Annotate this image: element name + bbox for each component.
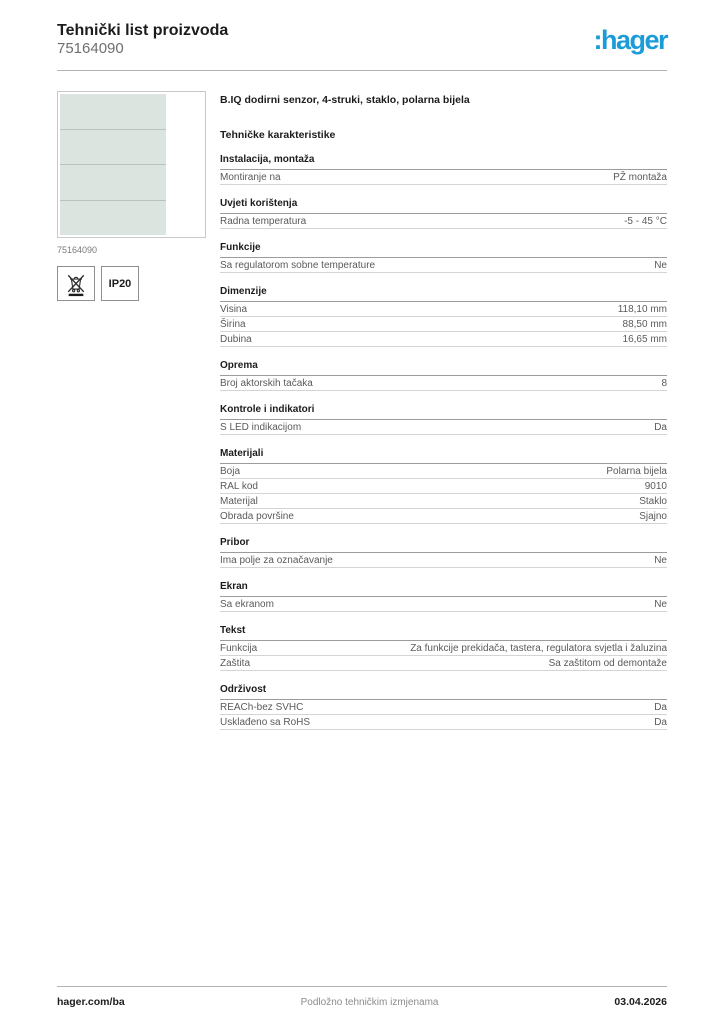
- row-value: Za funkcije prekidača, tastera, regulatora svjetla i žaluzina: [410, 643, 667, 654]
- row-label: Obrada površine: [220, 511, 294, 522]
- weee-icon: [57, 266, 95, 301]
- section-rows: [220, 302, 667, 347]
- spec-row: [220, 420, 667, 435]
- spec-section: [220, 537, 667, 568]
- spec-row: [220, 553, 667, 568]
- section-rows: [220, 700, 667, 730]
- spec-section: [220, 360, 667, 391]
- header-title-block: [57, 21, 228, 57]
- spec-row: [220, 170, 667, 185]
- content-area: [57, 91, 667, 730]
- row-value: -5 - 45 °C: [624, 216, 667, 227]
- spec-row: [220, 509, 667, 524]
- image-caption: 75164090: [57, 245, 98, 255]
- row-value: 88,50 mm: [622, 319, 667, 330]
- spec-row: [220, 656, 667, 671]
- page-header: [57, 21, 667, 57]
- section-title: Ekran: [220, 581, 667, 597]
- spec-section: [220, 286, 667, 347]
- product-title: B.IQ dodirni senzor, 4-struki, staklo, polarna bijela: [220, 94, 470, 106]
- section-title: Uvjeti korištenja: [220, 198, 667, 214]
- section-rows: [220, 641, 667, 671]
- row-label: REACh-bez SVHC: [220, 702, 304, 713]
- section-title: Tekst: [220, 625, 667, 641]
- glass-panel-image: [60, 94, 166, 235]
- header-divider: [57, 70, 667, 71]
- spec-row: [220, 214, 667, 229]
- row-value: 8: [661, 378, 667, 389]
- spec-section: [220, 198, 667, 229]
- spec-row: [220, 700, 667, 715]
- footer-disclaimer: Podložno tehničkim izmjenama: [300, 997, 439, 1008]
- spec-row: [220, 597, 667, 612]
- row-label: Radna temperatura: [220, 216, 307, 227]
- section-rows: [220, 258, 667, 273]
- row-label: Širina: [220, 319, 246, 330]
- footer-date: 03.04.2026: [614, 996, 667, 1008]
- spec-row: [220, 317, 667, 332]
- section-title: Materijali: [220, 448, 667, 464]
- spec-section: [220, 154, 667, 185]
- section-rows: [220, 170, 667, 185]
- section-rows: [220, 376, 667, 391]
- section-title: Održivost: [220, 684, 667, 700]
- crossed-out-bin-icon: [65, 271, 87, 297]
- row-value: Ne: [654, 260, 667, 271]
- spec-row: [220, 641, 667, 656]
- section-title: Dimenzije: [220, 286, 667, 302]
- hager-logo: :hager: [593, 25, 667, 55]
- row-value: Sjajno: [639, 511, 667, 522]
- spec-section: [220, 404, 667, 435]
- row-value: 118,10 mm: [617, 304, 667, 315]
- row-label: Zaštita: [220, 658, 251, 669]
- row-label: Visina: [220, 304, 248, 315]
- spec-row: [220, 332, 667, 347]
- document-title: Tehnički list proizvoda: [57, 22, 229, 39]
- certification-icons: [57, 266, 206, 301]
- row-label: S LED indikacijom: [220, 422, 302, 433]
- glass-panel-segment: [60, 130, 166, 166]
- row-label: Ima polje za označavanje: [220, 555, 333, 566]
- spec-row: [220, 376, 667, 391]
- section-rows: [220, 464, 667, 524]
- row-label: Boja: [220, 466, 241, 477]
- ip-rating-label: IP20: [108, 277, 132, 290]
- row-value: Da: [654, 702, 667, 713]
- footer-website: hager.com/ba: [57, 996, 125, 1008]
- section-title: Funkcije: [220, 242, 667, 258]
- spec-section: [220, 625, 667, 671]
- product-media-column: [57, 91, 206, 730]
- section-rows: [220, 597, 667, 612]
- row-label: Sa regulatorom sobne temperature: [220, 260, 376, 271]
- spec-section: [220, 684, 667, 730]
- product-number: 75164090: [57, 40, 124, 57]
- row-value: Polarna bijela: [606, 466, 667, 477]
- spec-sections: [220, 154, 667, 730]
- row-value: Staklo: [639, 496, 667, 507]
- row-label: Broj aktorskih tačaka: [220, 378, 313, 389]
- row-value: Sa zaštitom od demontaže: [548, 658, 667, 669]
- spec-section: [220, 581, 667, 612]
- glass-panel-segment: [60, 165, 166, 201]
- row-label: Montiranje na: [220, 172, 281, 183]
- row-label: Materijal: [220, 496, 258, 507]
- row-label: Funkcija: [220, 643, 258, 654]
- spec-row: [220, 464, 667, 479]
- spec-row: [220, 258, 667, 273]
- spec-row: [220, 715, 667, 730]
- spec-row: [220, 494, 667, 509]
- section-rows: [220, 214, 667, 229]
- section-title: Kontrole i indikatori: [220, 404, 667, 420]
- row-value: Da: [654, 717, 667, 728]
- row-label: RAL kod: [220, 481, 258, 492]
- spec-section: [220, 448, 667, 524]
- spec-row: [220, 479, 667, 494]
- row-value: 9010: [644, 481, 667, 492]
- row-value: Ne: [654, 599, 667, 610]
- row-value: PŽ montaža: [613, 172, 667, 183]
- spec-heading: Tehničke karakteristike: [220, 129, 336, 141]
- section-title: Oprema: [220, 360, 667, 376]
- spec-column: [220, 91, 667, 730]
- section-title: Pribor: [220, 537, 667, 553]
- glass-panel-segment: [60, 201, 166, 236]
- section-rows: [220, 553, 667, 568]
- glass-panel-segment: [60, 94, 166, 130]
- section-rows: [220, 420, 667, 435]
- page-footer: [57, 986, 667, 1008]
- row-value: 16,65 mm: [622, 334, 667, 345]
- ip-rating-badge: [101, 266, 139, 301]
- spec-section: [220, 242, 667, 273]
- row-label: Sa ekranom: [220, 599, 274, 610]
- row-value: Ne: [654, 555, 667, 566]
- section-title: Instalacija, montaža: [220, 154, 667, 170]
- spec-row: [220, 302, 667, 317]
- row-value: Da: [654, 422, 667, 433]
- row-label: Dubina: [220, 334, 252, 345]
- row-label: Usklađeno sa RoHS: [220, 717, 311, 728]
- product-image: [57, 91, 206, 238]
